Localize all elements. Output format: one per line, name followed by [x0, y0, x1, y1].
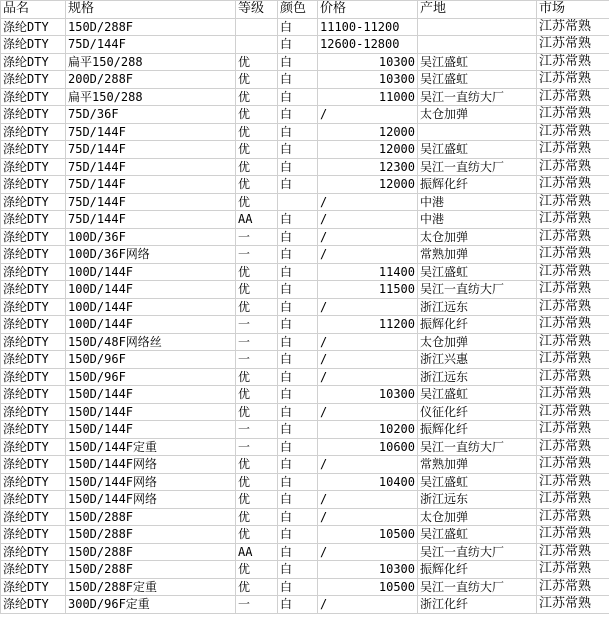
cell-color: 白: [278, 18, 318, 36]
cell-origin: 浙江远东: [418, 491, 537, 509]
cell-product: 涤纶DTY: [1, 71, 66, 89]
cell-price: 12000: [318, 176, 418, 194]
cell-color: 白: [278, 228, 318, 246]
cell-color: 白: [278, 123, 318, 141]
cell-grade: 优: [236, 456, 278, 474]
table-row: [1, 543, 609, 561]
cell-product: 涤纶DTY: [1, 578, 66, 596]
cell-product: 涤纶DTY: [1, 473, 66, 491]
cell-origin: 吴江一直纺大厂: [418, 88, 537, 106]
cell-grade: 一: [236, 421, 278, 439]
cell-price: /: [318, 456, 418, 474]
table-row: [1, 473, 609, 491]
table-row: [1, 368, 609, 386]
cell-market: 江苏常熟: [537, 298, 609, 316]
cell-market: 江苏常熟: [537, 88, 609, 106]
cell-spec: 75D/144F: [66, 141, 236, 159]
header-spec: 规格: [66, 1, 236, 19]
cell-color: 白: [278, 491, 318, 509]
cell-price: /: [318, 543, 418, 561]
cell-spec: 150D/144F网络: [66, 456, 236, 474]
cell-price: 12000: [318, 141, 418, 159]
table-row: [1, 596, 609, 614]
cell-spec: 150D/144F网络: [66, 491, 236, 509]
cell-origin: 常熟加弹: [418, 456, 537, 474]
table-row: [1, 18, 609, 36]
cell-price: 12300: [318, 158, 418, 176]
cell-spec: 100D/144F: [66, 263, 236, 281]
header-origin: 产地: [418, 1, 537, 19]
cell-origin: 浙江兴惠: [418, 351, 537, 369]
cell-price: 10300: [318, 53, 418, 71]
cell-origin: 太仓加弹: [418, 333, 537, 351]
table-row: [1, 176, 609, 194]
cell-price: /: [318, 368, 418, 386]
cell-spec: 300D/96F定重: [66, 596, 236, 614]
cell-origin: 仪征化纤: [418, 403, 537, 421]
cell-origin: 中港: [418, 193, 537, 211]
cell-color: 白: [278, 211, 318, 229]
cell-market: 江苏常熟: [537, 36, 609, 54]
cell-price: /: [318, 333, 418, 351]
cell-price: 11400: [318, 263, 418, 281]
cell-spec: 100D/36F: [66, 228, 236, 246]
table-row: [1, 386, 609, 404]
cell-product: 涤纶DTY: [1, 561, 66, 579]
cell-product: 涤纶DTY: [1, 456, 66, 474]
cell-product: 涤纶DTY: [1, 281, 66, 299]
cell-origin: 吴江盛虹: [418, 386, 537, 404]
cell-product: 涤纶DTY: [1, 263, 66, 281]
cell-market: 江苏常熟: [537, 106, 609, 124]
table-row: [1, 71, 609, 89]
cell-product: 涤纶DTY: [1, 36, 66, 54]
cell-price: /: [318, 491, 418, 509]
cell-color: 白: [278, 141, 318, 159]
cell-market: 江苏常熟: [537, 18, 609, 36]
cell-spec: 100D/144F: [66, 298, 236, 316]
cell-grade: 优: [236, 298, 278, 316]
cell-origin: 吴江一直纺大厂: [418, 158, 537, 176]
cell-market: 江苏常熟: [537, 421, 609, 439]
cell-product: 涤纶DTY: [1, 421, 66, 439]
table-row: [1, 141, 609, 159]
cell-market: 江苏常熟: [537, 141, 609, 159]
cell-product: 涤纶DTY: [1, 158, 66, 176]
cell-product: 涤纶DTY: [1, 211, 66, 229]
cell-grade: 优: [236, 508, 278, 526]
cell-color: 白: [278, 88, 318, 106]
cell-spec: 150D/288F: [66, 543, 236, 561]
cell-product: 涤纶DTY: [1, 368, 66, 386]
cell-spec: 100D/144F: [66, 316, 236, 334]
cell-price: /: [318, 351, 418, 369]
cell-product: 涤纶DTY: [1, 18, 66, 36]
cell-product: 涤纶DTY: [1, 193, 66, 211]
cell-color: 白: [278, 36, 318, 54]
cell-market: 江苏常熟: [537, 491, 609, 509]
cell-product: 涤纶DTY: [1, 246, 66, 264]
cell-market: 江苏常熟: [537, 403, 609, 421]
cell-grade: 优: [236, 368, 278, 386]
cell-price: /: [318, 211, 418, 229]
table-row: [1, 351, 609, 369]
cell-origin: 太仓加弹: [418, 106, 537, 124]
cell-grade: 一: [236, 596, 278, 614]
cell-product: 涤纶DTY: [1, 316, 66, 334]
table-row: [1, 578, 609, 596]
cell-color: 白: [278, 176, 318, 194]
cell-color: 白: [278, 53, 318, 71]
cell-market: 江苏常熟: [537, 71, 609, 89]
cell-grade: AA: [236, 211, 278, 229]
cell-product: 涤纶DTY: [1, 491, 66, 509]
cell-origin: 振辉化纤: [418, 316, 537, 334]
cell-origin: 振辉化纤: [418, 561, 537, 579]
cell-origin: [418, 123, 537, 141]
cell-market: 江苏常熟: [537, 123, 609, 141]
cell-spec: 75D/144F: [66, 123, 236, 141]
cell-grade: 优: [236, 176, 278, 194]
cell-price: /: [318, 228, 418, 246]
cell-spec: 150D/288F: [66, 508, 236, 526]
cell-price: 11000: [318, 88, 418, 106]
cell-color: 白: [278, 403, 318, 421]
cell-grade: [236, 36, 278, 54]
cell-spec: 150D/96F: [66, 351, 236, 369]
cell-color: 白: [278, 508, 318, 526]
cell-color: 白: [278, 473, 318, 491]
cell-color: 白: [278, 281, 318, 299]
cell-color: [278, 193, 318, 211]
cell-market: 江苏常熟: [537, 228, 609, 246]
cell-origin: 太仓加弹: [418, 228, 537, 246]
cell-price: 11500: [318, 281, 418, 299]
cell-price: 10300: [318, 561, 418, 579]
cell-product: 涤纶DTY: [1, 298, 66, 316]
cell-spec: 150D/144F网络: [66, 473, 236, 491]
cell-market: 江苏常熟: [537, 263, 609, 281]
table-row: [1, 316, 609, 334]
table-row: [1, 333, 609, 351]
table-row: [1, 491, 609, 509]
cell-market: 江苏常熟: [537, 316, 609, 334]
cell-market: 江苏常熟: [537, 281, 609, 299]
cell-price: /: [318, 596, 418, 614]
table-row: [1, 561, 609, 579]
table-row: [1, 281, 609, 299]
cell-market: 江苏常熟: [537, 158, 609, 176]
cell-spec: 150D/48F网络丝: [66, 333, 236, 351]
cell-grade: 优: [236, 158, 278, 176]
cell-origin: 浙江远东: [418, 298, 537, 316]
table-row: [1, 438, 609, 456]
cell-market: 江苏常熟: [537, 508, 609, 526]
cell-origin: 吴江一直纺大厂: [418, 543, 537, 561]
table-row: [1, 298, 609, 316]
table-row: [1, 421, 609, 439]
cell-market: 江苏常熟: [537, 351, 609, 369]
cell-product: 涤纶DTY: [1, 141, 66, 159]
cell-spec: 150D/96F: [66, 368, 236, 386]
cell-origin: 吴江盛虹: [418, 526, 537, 544]
cell-grade: 优: [236, 386, 278, 404]
cell-price: 12600-12800: [318, 36, 418, 54]
cell-origin: 吴江盛虹: [418, 263, 537, 281]
cell-grade: 优: [236, 106, 278, 124]
cell-market: 江苏常熟: [537, 596, 609, 614]
cell-color: 白: [278, 158, 318, 176]
cell-market: 江苏常熟: [537, 561, 609, 579]
cell-color: 白: [278, 71, 318, 89]
cell-grade: 优: [236, 578, 278, 596]
cell-product: 涤纶DTY: [1, 123, 66, 141]
cell-color: 白: [278, 316, 318, 334]
cell-spec: 150D/288F: [66, 526, 236, 544]
cell-market: 江苏常熟: [537, 526, 609, 544]
cell-price: 10500: [318, 578, 418, 596]
cell-origin: 吴江一直纺大厂: [418, 578, 537, 596]
cell-spec: 150D/288F: [66, 18, 236, 36]
cell-price: /: [318, 403, 418, 421]
cell-price: 11100-11200: [318, 18, 418, 36]
cell-product: 涤纶DTY: [1, 333, 66, 351]
cell-spec: 75D/144F: [66, 211, 236, 229]
cell-grade: 优: [236, 403, 278, 421]
cell-grade: 优: [236, 53, 278, 71]
cell-color: 白: [278, 246, 318, 264]
table-row: [1, 123, 609, 141]
cell-color: 白: [278, 578, 318, 596]
cell-origin: [418, 18, 537, 36]
cell-origin: 中港: [418, 211, 537, 229]
cell-color: 白: [278, 596, 318, 614]
cell-origin: 浙江远东: [418, 368, 537, 386]
cell-grade: 优: [236, 281, 278, 299]
cell-origin: 吴江盛虹: [418, 473, 537, 491]
cell-grade: 优: [236, 123, 278, 141]
cell-origin: 浙江化纤: [418, 596, 537, 614]
cell-spec: 75D/144F: [66, 158, 236, 176]
cell-market: 江苏常熟: [537, 53, 609, 71]
cell-price: 10600: [318, 438, 418, 456]
cell-market: 江苏常熟: [537, 176, 609, 194]
cell-grade: 优: [236, 561, 278, 579]
cell-spec: 150D/288F: [66, 561, 236, 579]
cell-product: 涤纶DTY: [1, 403, 66, 421]
cell-color: 白: [278, 526, 318, 544]
cell-market: 江苏常熟: [537, 333, 609, 351]
cell-grade: 一: [236, 316, 278, 334]
cell-spec: 100D/144F: [66, 281, 236, 299]
cell-market: 江苏常熟: [537, 193, 609, 211]
cell-origin: 吴江盛虹: [418, 53, 537, 71]
cell-price: 12000: [318, 123, 418, 141]
cell-product: 涤纶DTY: [1, 596, 66, 614]
cell-price: /: [318, 246, 418, 264]
cell-price: /: [318, 106, 418, 124]
cell-price: 10400: [318, 473, 418, 491]
cell-grade: 优: [236, 141, 278, 159]
table-body: [1, 18, 609, 613]
cell-color: 白: [278, 386, 318, 404]
cell-grade: 一: [236, 246, 278, 264]
cell-price: 10500: [318, 526, 418, 544]
cell-product: 涤纶DTY: [1, 53, 66, 71]
cell-product: 涤纶DTY: [1, 176, 66, 194]
cell-origin: 吴江盛虹: [418, 71, 537, 89]
cell-spec: 75D/144F: [66, 193, 236, 211]
cell-price: 10300: [318, 71, 418, 89]
cell-spec: 扁平150/288: [66, 88, 236, 106]
cell-product: 涤纶DTY: [1, 351, 66, 369]
header-color: 颜色: [278, 1, 318, 19]
table-row: [1, 246, 609, 264]
cell-price: /: [318, 298, 418, 316]
cell-spec: 150D/144F: [66, 421, 236, 439]
cell-product: 涤纶DTY: [1, 543, 66, 561]
cell-origin: 吴江一直纺大厂: [418, 281, 537, 299]
cell-grade: 优: [236, 526, 278, 544]
cell-color: 白: [278, 421, 318, 439]
cell-market: 江苏常熟: [537, 211, 609, 229]
cell-market: 江苏常熟: [537, 438, 609, 456]
table-row: [1, 508, 609, 526]
table-row: [1, 158, 609, 176]
cell-price: /: [318, 193, 418, 211]
table-row: [1, 193, 609, 211]
header-grade: 等级: [236, 1, 278, 19]
table-row: [1, 228, 609, 246]
header-price: 价格: [318, 1, 418, 19]
cell-grade: 一: [236, 333, 278, 351]
cell-grade: 优: [236, 263, 278, 281]
cell-grade: 优: [236, 193, 278, 211]
cell-spec: 100D/36F网络: [66, 246, 236, 264]
cell-product: 涤纶DTY: [1, 88, 66, 106]
cell-spec: 150D/288F定重: [66, 578, 236, 596]
cell-product: 涤纶DTY: [1, 526, 66, 544]
cell-origin: 振辉化纤: [418, 176, 537, 194]
cell-color: 白: [278, 456, 318, 474]
cell-color: 白: [278, 351, 318, 369]
cell-grade: 优: [236, 473, 278, 491]
cell-color: 白: [278, 543, 318, 561]
cell-color: 白: [278, 438, 318, 456]
cell-product: 涤纶DTY: [1, 228, 66, 246]
header-row: [1, 1, 609, 19]
cell-grade: 一: [236, 228, 278, 246]
cell-grade: 优: [236, 491, 278, 509]
cell-color: 白: [278, 263, 318, 281]
cell-product: 涤纶DTY: [1, 386, 66, 404]
cell-grade: 优: [236, 71, 278, 89]
table-row: [1, 403, 609, 421]
cell-spec: 75D/36F: [66, 106, 236, 124]
cell-market: 江苏常熟: [537, 368, 609, 386]
cell-color: 白: [278, 106, 318, 124]
cell-price: 11200: [318, 316, 418, 334]
cell-grade: AA: [236, 543, 278, 561]
cell-price: 10300: [318, 386, 418, 404]
cell-color: 白: [278, 561, 318, 579]
header-product: 品名: [1, 1, 66, 19]
cell-spec: 150D/144F: [66, 403, 236, 421]
cell-origin: 吴江一直纺大厂: [418, 438, 537, 456]
cell-color: 白: [278, 333, 318, 351]
cell-color: 白: [278, 368, 318, 386]
table-row: [1, 106, 609, 124]
table-row: [1, 53, 609, 71]
table-row: [1, 456, 609, 474]
cell-price: 10200: [318, 421, 418, 439]
cell-product: 涤纶DTY: [1, 508, 66, 526]
cell-market: 江苏常熟: [537, 543, 609, 561]
cell-spec: 150D/144F: [66, 386, 236, 404]
cell-grade: [236, 18, 278, 36]
cell-spec: 75D/144F: [66, 176, 236, 194]
cell-origin: 振辉化纤: [418, 421, 537, 439]
cell-grade: 一: [236, 438, 278, 456]
cell-product: 涤纶DTY: [1, 438, 66, 456]
cell-origin: 常熟加弹: [418, 246, 537, 264]
table-row: [1, 263, 609, 281]
cell-market: 江苏常熟: [537, 456, 609, 474]
cell-price: /: [318, 508, 418, 526]
cell-origin: 太仓加弹: [418, 508, 537, 526]
cell-grade: 优: [236, 88, 278, 106]
cell-product: 涤纶DTY: [1, 106, 66, 124]
cell-market: 江苏常熟: [537, 386, 609, 404]
cell-spec: 75D/144F: [66, 36, 236, 54]
cell-spec: 扁平150/288: [66, 53, 236, 71]
table-row: [1, 526, 609, 544]
cell-spec: 200D/288F: [66, 71, 236, 89]
cell-origin: [418, 36, 537, 54]
table-row: [1, 211, 609, 229]
cell-origin: 吴江盛虹: [418, 141, 537, 159]
cell-color: 白: [278, 298, 318, 316]
header-market: 市场: [537, 1, 609, 19]
cell-market: 江苏常熟: [537, 578, 609, 596]
cell-market: 江苏常熟: [537, 246, 609, 264]
cell-market: 江苏常熟: [537, 473, 609, 491]
cell-grade: 一: [236, 351, 278, 369]
table-row: [1, 88, 609, 106]
table-row: [1, 36, 609, 54]
cell-spec: 150D/144F定重: [66, 438, 236, 456]
